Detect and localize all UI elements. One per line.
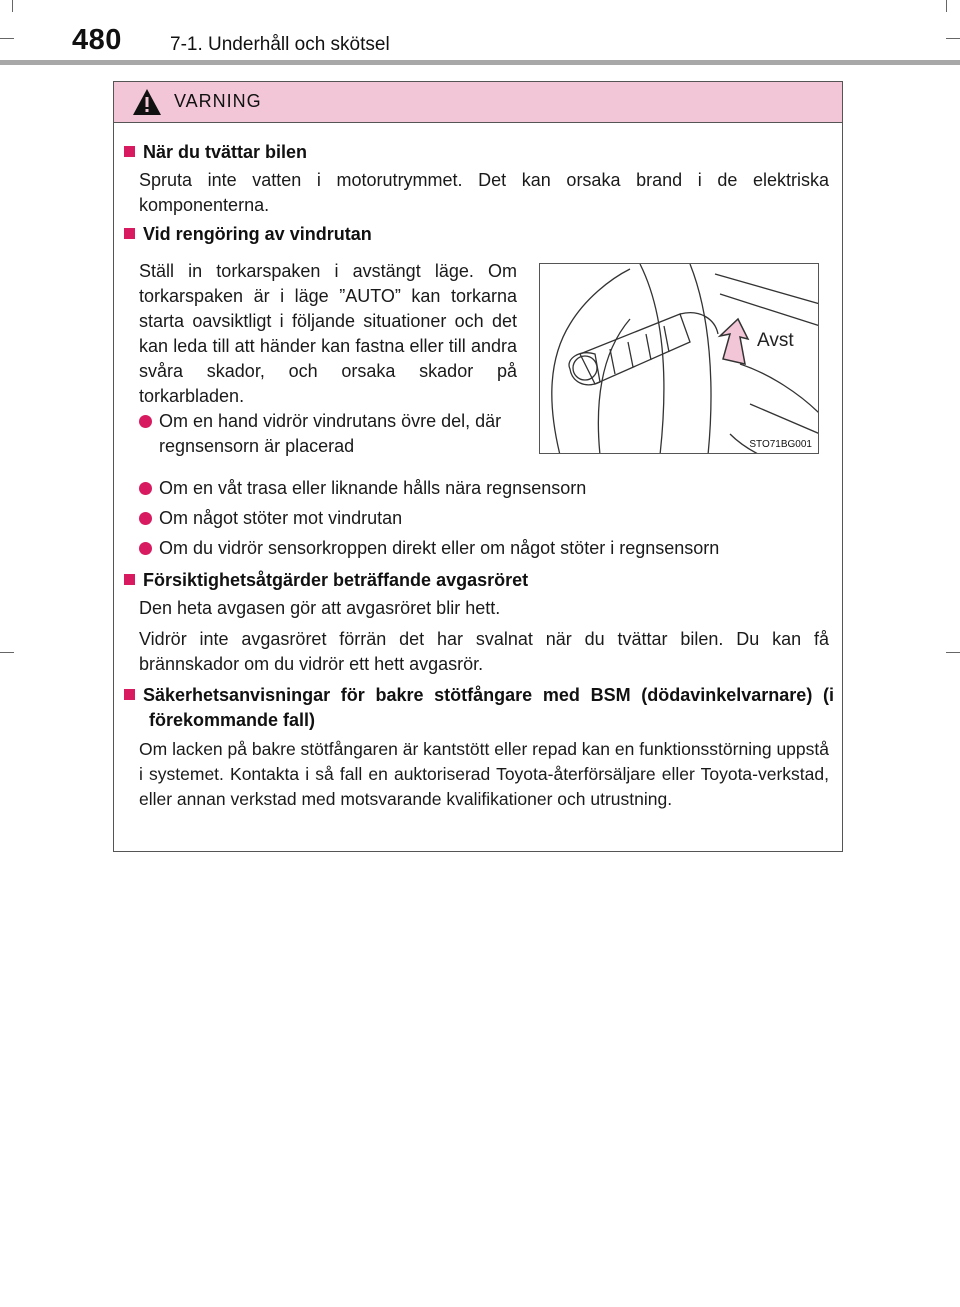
square-bullet-icon <box>124 146 135 157</box>
round-bullet-icon <box>139 415 152 428</box>
header-rule <box>0 60 960 65</box>
section-heading: Vid rengöring av vindrutan <box>124 224 372 245</box>
paragraph: Ställ in torkarspaken i avstängt läge. Om torkarspaken är i läge ”AUTO” kan torkarna starta oavsiktligt i följande situationer och det kan leda till att händer kan fastna eller till andra svåra skador, och orsaka skador på torkarbladen. <box>139 261 517 406</box>
crop-mark <box>946 38 960 39</box>
paragraph: Vidrör inte avgasröret förrän det har svalnat när du tvättar bilen. Du kan få brännskador om du vidrör ett hett avgasrör. <box>139 629 829 674</box>
crop-mark <box>0 652 14 653</box>
section-title: 7-1. Underhåll och skötsel <box>170 34 390 55</box>
square-bullet-icon <box>124 689 135 700</box>
list-item: Om en våt trasa eller liknande hålls nära regnsensorn <box>139 476 829 501</box>
round-bullet-icon <box>139 542 152 555</box>
warning-header <box>114 82 842 123</box>
square-bullet-icon <box>124 574 135 585</box>
round-bullet-icon <box>139 482 152 495</box>
wiper-lever-illustration <box>539 263 819 454</box>
paragraph: Om lacken på bakre stötfångaren är kantstött eller repad kan en funktionsstörning uppstå i systemet. Kontakta i så fall en auktoriserad Toyota-återförsäljare eller Toyota-verkstad, eller annan verkstad med motsvarande kvalifikationer och utrustning. <box>139 739 829 809</box>
paragraph: Den heta avgasen gör att avgasröret blir hett. <box>139 598 501 618</box>
list-item: Om en hand vidrör vindrutans övre del, där regnsensorn är placerad <box>139 409 517 459</box>
wiper-lever-drawing <box>540 264 819 454</box>
page-number: 480 <box>72 24 122 56</box>
warning-triangle-icon <box>132 88 162 116</box>
section-heading: Säkerhetsanvisningar för bakre stötfångare med BSM (dödavinkelvarnare) (i förekommande fall) <box>124 683 834 733</box>
figure-code: STO71BG001 <box>749 439 812 450</box>
crop-mark <box>946 0 947 12</box>
section-heading: När du tvättar bilen <box>124 142 307 163</box>
paragraph: Spruta inte vatten i motorutrymmet. Det kan orsaka brand i de elektriska komponenterna. <box>139 170 829 215</box>
list-item: Om du vidrör sensorkroppen direkt eller om något stöter i regnsensorn <box>139 536 829 561</box>
crop-mark <box>0 38 14 39</box>
round-bullet-icon <box>139 512 152 525</box>
section-heading: Försiktighetsåtgärder beträffande avgasröret <box>124 570 528 591</box>
warning-label: VARNING <box>174 91 262 111</box>
square-bullet-icon <box>124 228 135 239</box>
figure-label: Avst <box>757 330 794 351</box>
crop-mark <box>946 652 960 653</box>
warning-box <box>113 81 843 852</box>
crop-mark <box>12 0 13 12</box>
list-item: Om något stöter mot vindrutan <box>139 506 829 531</box>
